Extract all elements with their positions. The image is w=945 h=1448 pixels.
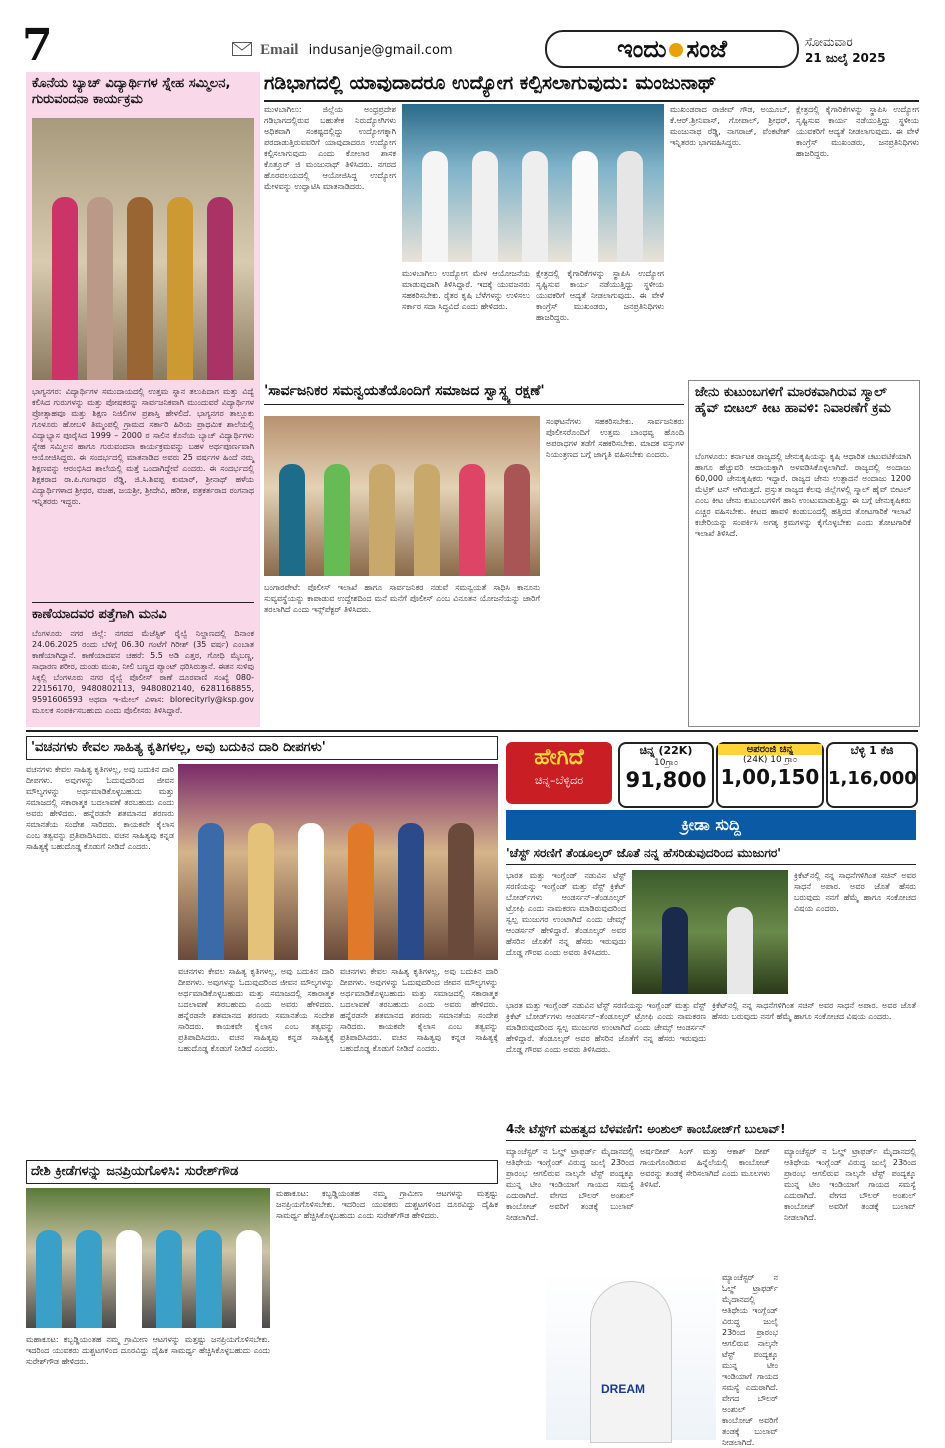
article3-photo	[402, 104, 664, 262]
gold24-unit: (24K) 10 ಗ್ರಾಂ	[743, 755, 797, 765]
jersey-text: DREAM	[601, 1382, 645, 1396]
person-figure	[298, 823, 324, 960]
article6	[26, 736, 498, 1156]
article1-photo	[32, 118, 254, 380]
person-figure	[87, 197, 113, 380]
person-figure	[522, 151, 548, 262]
person-figure	[52, 197, 78, 380]
email-address[interactable]: indusanje@gmail.com	[308, 43, 453, 58]
logo-right: ಸಂಜೆ	[686, 35, 727, 63]
article5	[688, 380, 920, 727]
article3	[264, 72, 919, 377]
person-figure	[196, 1230, 222, 1328]
article3-body-col1: ಮುಳಬಾಗಿಲು: ಜಿಲ್ಲೆಯ ಅಂಧ್ರಪ್ರದೇಶ ಗಡಿಭಾಗದಲ್ಲಿರುವ ಬಹುತೇಕ ನಿರುದ್ಯೋಗಿಗಳು ಅಧಿಕವಾಗಿ ಸಂಕಷ್ಟದಲ್ಲಿದ್ದು ಉದ್ಯೋಗಕ್ಕಾಗಿ ಪರದಾಡುತ್ತಿರುವವರಿಗೆ ಯಾವುದಾದರೂ ಉದ್ಯೋಗ ಕಲ್ಪಿಸಲಾಗುವುದು ಎಂದು ಕೋಲಾರ ಶಾಸಕ ಕೊತ್ತೂರ್ ಜಿ ಮಂಜುನಾಥ್ ತಿಳಿಸಿದರು. ನಗರದ ಹೊರವಲಯದಲ್ಲಿ ಆಯೋಜಿಸಿದ್ದ ಉದ್ಯೋಗ ಮೇಳವನ್ನು ಉದ್ಘಾಟಿಸಿ ಮಾತನಾಡಿದರು.	[264, 105, 396, 191]
envelope-icon	[232, 42, 252, 56]
sports-body2: ಮ್ಯಾಂಚೆಸ್ಟರ್ ನ ಓಲ್ಡ್ ಟ್ರಾಫರ್ಡ್ ಮೈದಾನದಲ್ಲಿ ಆತಿಥೇಯ ಇಂಗ್ಲೆಂಡ್ ವಿರುದ್ಧ ಜುಲೈ 23ರಿಂದ ಪ್ರಾರಂಭ ಆಗಲಿರುವ ನಾಲ್ಕನೇ ಟೆಸ್ಟ್ ಪಂದ್ಯಕ್ಕೂ ಮುನ್ನ ಟೀಂ ಇಂಡಿಯಾಗೆ ಗಾಯದ ಸಮಸ್ಯೆ ಎದುರಾಗಿದೆ. ವೇಗದ ಬೌಲರ್ ಅಂಶುಲ್ ಕಾಂಬೋಜ್ ಅವರಿಗೆ ತಂಡಕ್ಕೆ ಬುಲಾವ್ ನೀಡಲಾಗಿದೆ.	[506, 1147, 634, 1222]
sports-section-title: ಕ್ರೀಡಾ ಸುದ್ದಿ	[681, 815, 741, 834]
person-figure	[248, 823, 274, 960]
person-figure	[207, 197, 233, 380]
gold22-label: ಚಿನ್ನ (22K)	[639, 744, 693, 757]
gold22-box	[618, 742, 714, 808]
person-figure	[279, 464, 305, 576]
logo-left: ಇಂದು	[617, 35, 667, 63]
article2-headline: ಕಾಣೆಯಾದವರ ಪತ್ತೆಗಾಗಿ ಮನವಿ	[32, 607, 167, 622]
page-number: 7	[22, 20, 53, 71]
date: 21 ಜುಲೈ 2025	[805, 51, 886, 65]
article3-body-col4: ಮುಖಂಡರಾದ ರಾಜೀವ್ ಗೌಡ, ಅಯೂಬ್, ಕೆ.ಆರ್.ಶ್ರೀನಿವಾಸ್, ಗೋಪಾಲ್, ಶ್ರೀಧರ್, ಮಂಜುನಾಥ ರೆಡ್ಡಿ, ನಾಗರಾಜ್, ವೆಂಕಟೇಶ್ ಇನ್ನಿತರರು ಭಾಗವಹಿಸಿದ್ದರು.	[670, 105, 790, 147]
sports-body1-col2: ಕ್ರಿಕೆಟ್‌ನಲ್ಲಿ ನನ್ನ ಸಾಧನೆಗಳಿಗಿಂತ ಸಚಿನ್ ಅವರ ಸಾಧನೆ ಅಪಾರ. ಅವರ ಜೊತೆ ಹೆಸರು ಬರುವುದು ನನಗೆ ಹೆಮ್ಮೆ ಹಾಗೂ ಸಂಕೋಚದ ವಿಷಯ ಎಂದರು.	[794, 871, 916, 913]
gold24-box	[716, 742, 824, 808]
left-column	[26, 72, 260, 727]
article4-photo	[264, 416, 540, 576]
article6-body-col3: ವಚನಗಳು ಕೇವಲ ಸಾಹಿತ್ಯ ಕೃತಿಗಳಲ್ಲ, ಅವು ಬದುಕಿನ ದಾರಿ ದೀಪಗಳು. ಅವುಗಳನ್ನು ಓದುವುದರಿಂದ ಜೀವನ ಮೌಲ್ಯಗಳನ್ನು ಅರ್ಥಮಾಡಿಕೊಳ್ಳಬಹುದು ಮತ್ತು ಸಮಾಜದಲ್ಲಿ ಸಕಾರಾತ್ಮಕ ಬದಲಾವಣೆ ತರಬಹುದು ಎಂದು ಅವರು ಹೇಳಿದರು. ಹನ್ನೆರಡನೇ ಶತಮಾನದ ಶರಣರು ಸಮಾನತೆಯ ಸಂದೇಶ ಸಾರಿದರು. ಕಾಯಕವೇ ಕೈಲಾಸ ಎಂಬ ತತ್ವವನ್ನು ಪ್ರತಿಪಾದಿಸಿದರು. ವಚನ ಸಾಹಿತ್ಯವು ಕನ್ನಡ ಸಾಹಿತ್ಯಕ್ಕೆ ಬಹುದೊಡ್ಡ ಕೊಡುಗೆ ನೀಡಿದೆ ಎಂದರು.	[340, 967, 498, 1053]
person-figure	[167, 197, 193, 380]
sports-body2-col2: ಅರ್ಷದೀಪ್ ಸಿಂಗ್ ಮತ್ತು ಆಕಾಶ್ ದೀಪ್ ಗಾಯಗೊಂಡಿರುವ ಹಿನ್ನೆಲೆಯಲ್ಲಿ ಕಾಂಬೋಜ್ ಅವರನ್ನು ತಂಡಕ್ಕೆ ಸೇರಿಸಲಾಗಿದೆ ಎಂದು ಮೂಲಗಳು ತಿಳಿಸಿವೆ.	[640, 1147, 770, 1189]
article4-side: ಸಂಘಟನೆಗಳು ಸಹಕರಿಸಬೇಕು. ಸಾರ್ವಜನಿಕರು ಪೊಲೀಸರೊಂದಿಗೆ ಉತ್ತಮ ಬಾಂಧವ್ಯ ಹೊಂದಿ ಅಪರಾಧಗಳ ತಡೆಗೆ ಸಹಕರಿಸಬೇಕು. ಮಾದಕ ವಸ್ತುಗಳ ನಿಯಂತ್ರಣದ ಬಗ್ಗೆ ಜಾಗೃತಿ ವಹಿಸಬೇಕು ಎಂದರು.	[546, 417, 684, 459]
article6-headline: 'ವಚನಗಳು ಕೇವಲ ಸಾಹಿತ್ಯ ಕೃತಿಗಳಲ್ಲ, ಅವು ಬದುಕಿನ ದಾರಿ ದೀಪಗಳು'	[26, 736, 498, 760]
article4	[264, 380, 684, 725]
person-figure	[156, 1230, 182, 1328]
price-banner-title: ಹೇಗಿದೆ	[534, 745, 584, 770]
person-figure	[414, 464, 440, 576]
person-figure	[324, 464, 350, 576]
article6-photo	[178, 764, 498, 960]
gold24-value: 1,00,150	[720, 765, 820, 789]
person-figure	[448, 823, 474, 960]
article6-body-col1: ವಚನಗಳು ಕೇವಲ ಸಾಹಿತ್ಯ ಕೃತಿಗಳಲ್ಲ, ಅವು ಬದುಕಿನ ದಾರಿ ದೀಪಗಳು. ಅವುಗಳನ್ನು ಓದುವುದರಿಂದ ಜೀವನ ಮೌಲ್ಯಗಳನ್ನು ಅರ್ಥಮಾಡಿಕೊಳ್ಳಬಹುದು ಮತ್ತು ಸಮಾಜದಲ್ಲಿ ಸಕಾರಾತ್ಮಕ ಬದಲಾವಣೆ ತರಬಹುದು ಎಂದು ಅವರು ಹೇಳಿದರು. ಹನ್ನೆರಡನೇ ಶತಮಾನದ ಶರಣರು ಸಮಾನತೆಯ ಸಂದೇಶ ಸಾರಿದರು. ಕಾಯಕವೇ ಕೈಲಾಸ ಎಂಬ ತತ್ವವನ್ನು ಪ್ರತಿಪಾದಿಸಿದರು. ವಚನ ಸಾಹಿತ್ಯವು ಕನ್ನಡ ಸಾಹಿತ್ಯಕ್ಕೆ ಬಹುದೊಡ್ಡ ಕೊಡುಗೆ ನೀಡಿದೆ ಎಂದರು.	[26, 765, 174, 851]
email-label: Email	[260, 42, 299, 58]
person-figure	[422, 151, 448, 262]
sports-body1: ಭಾರತ ಮತ್ತು ಇಂಗ್ಲೆಂಡ್ ನಡುವಿನ ಟೆಸ್ಟ್ ಸರಣಿಯನ್ನು ಇಂಗ್ಲೆಂಡ್ ಮತ್ತು ವೆಸ್ಟ್ ಕ್ರಿಕೆಟ್ ಬೋರ್ಡ್‌ಗಳು ಆಂಡರ್ಸನ್–ತೆಂಡೂಲ್ಕರ್ ಟ್ರೋಫಿ ಎಂದು ನಾಮಕರಣ ಮಾಡಿರುವುದರಿಂದ ಸ್ವಲ್ಪ ಮುಜುಗರ ಉಂಟಾಗಿದೆ ಎಂದು ಜೇಮ್ಸ್ ಆಂಡರ್ಸನ್ ಹೇಳಿದ್ದಾರೆ. ತೆಂಡೂಲ್ಕರ್ ಅವರ ಹೆಸರಿನ ಜೊತೆಗೆ ನನ್ನ ಹೆಸರು ಇರುವುದು ದೊಡ್ಡ ಗೌರವ ಎಂದು ಅವರು ತಿಳಿಸಿದರು.	[506, 871, 626, 957]
silver-box	[826, 742, 918, 808]
article7-body-col2: ಮಹಾಕೂಟ: ಕಬ್ಬಡ್ಡಿಯಂತಹ ನಮ್ಮ ಗ್ರಾಮೀಣ ಆಟಗಳನ್ನು ಮತ್ತಷ್ಟು ಜನಪ್ರಿಯಗೊಳಿಸಬೇಕು. ಇದರಿಂದ ಯುವಕರು ದುಶ್ಚಟಗಳಿಂದ ದೂರವಿದ್ದು ದೈಹಿಕ ಸಾಮರ್ಥ್ಯ ಹೆಚ್ಚಿಸಿಕೊಳ್ಳಬಹುದು ಎಂದು ಸುರೇಶ್‌ಗೌಡ ಹೇಳಿದರು.	[276, 1189, 498, 1220]
person-figure	[76, 1230, 102, 1328]
silver-value: 1,16,000	[828, 768, 917, 789]
gold22-value: 91,800	[625, 768, 707, 792]
person-figure	[127, 197, 153, 380]
sports-headline1: 'ಚೆಸ್ಟ್ ಸರಣಿಗೆ ತೆಂಡೂಲ್ಕರ್ ಜೊತೆ ನನ್ನ ಹೆಸರಿಡುವುದರಿಂದ ಮುಜುಗರ'	[506, 846, 916, 865]
person-figure	[472, 151, 498, 262]
article4-headline: 'ಸಾರ್ವಜನಿಕರ ಸಮನ್ವಯತೆಯೊಂದಿಗೆ ಸಮಾಜದ ಸ್ವಾಸ್ಥ್ಯ ರಕ್ಷಣೆ'	[264, 380, 684, 405]
price-banner	[506, 742, 612, 804]
person-figure	[617, 151, 643, 262]
weekday: ಸೋಮವಾರ	[805, 35, 853, 49]
article1-body: ಭಾಗ್ಯನಗರ: ವಿದ್ಯಾರ್ಥಿಗಳ ಸಮುದಾಯದಲ್ಲಿ ಉತ್ತಮ ಸ್ನಾನ ತಲುಪಿದಾಗ ಮತ್ತು ವಿದ್ಯೆ ಕಲಿಸಿದ ಗುರುಗಳನ್ನು ಮತ್ತು ಪೋಷಕರನ್ನು ಸಾರ್ವಜನಿಕವಾಗಿ ಮುಂದುವರೆ ವಿದ್ಯಾರ್ಥಿಗಳ ಪ್ರೋತ್ಸಾಹವೂ ಮತ್ತು ಶಿಕ್ಷಣ ನಿಜಿಲಿಗಳ ಪ್ರಶಾಸ್ತಿ ಹೇಳಲಿದೆ. ಭಾಗ್ಯನಗರ ತಾಲ್ಲೂಕು ಗೂಳೂರು ಹೋಬಳಿ ತಿಮ್ಮಂಪಲ್ಲಿ ಗ್ರಾಮದ ಸರ್ಕಾರಿ ಹಿರಿಯ ಪ್ರಾಥಮಿಕ ಶಾಲೆಯಲ್ಲಿ ವಿದ್ಯಾಭ್ಯಾಸ ಪೂರೈಸಿದ 1999 – 2000 ರ ಸಾಲಿನ ಕೊನೆಯ ಬ್ಯಾಚ್ ವಿದ್ಯಾರ್ಥಿಗಳು ಸ್ನೇಹ ಸಮ್ಮಿಲನ ಹಾಗೂ ಗುರುವಂದನಾ ಕಾರ್ಯಕ್ರಮವನ್ನು ಬಹಳ ಅರ್ಥಪೂರ್ಣವಾಗಿ ಆಯೋಜಿಸಿದ್ದರು. ಈ ಸಂದರ್ಭದಲ್ಲಿ ಮಾತನಾಡಿದ ಅವರು 25 ವರ್ಷಗಳ ಹಿಂದೆ ನಮ್ಮ ಶಿಕ್ಷಣವನ್ನು ಆರಂಭಿಸಿದ ಶಾಲೆಯಲ್ಲಿ ಮತ್ತೆ ಒಂದಾಗಿದ್ದೇವೆ ಎಂದರು. ಈ ಸಂದರ್ಭದಲ್ಲಿ ಶಿಕ್ಷಕರಾದ ರಾ.ಪಿ.ಗಂಗಾಧರ ರೆಡ್ಡಿ, ಜಿ.ಸಿ.ಶಿವಪ್ಪ ಕುಮಾರ್, ಶ್ರೀನಾಥ್ ಹಳೆಯ ವಿದ್ಯಾರ್ಥಿಗಳಾದ ಶ್ರೀಧರ, ವಜಹ, ಜಯಶ್ರೀ, ಶ್ರೀದೇವಿ, ಹರೀಶ, ಪತ್ರಕರ್ತರಾದ ರಂಗನಾಥ ಇನ್ನಿತರರು ಇದ್ದರು.	[32, 387, 254, 506]
person-figure	[459, 464, 485, 576]
article3-body-col3: ಕ್ಷೇತ್ರದಲ್ಲಿ ಕೈಗಾರಿಕೆಗಳನ್ನು ಸ್ಥಾಪಿಸಿ ಉದ್ಯೋಗ ಸೃಷ್ಟಿಸುವ ಕಾರ್ಯ ನಡೆಯುತ್ತಿದ್ದು ಸ್ಥಳೀಯ ಯುವಕರಿಗೆ ಆದ್ಯತೆ ನೀಡಲಾಗುವುದು. ಈ ವೇಳೆ ಕಾಂಗ್ರೆಸ್ ಮುಖಂಡರು, ಜನಪ್ರತಿನಿಧಿಗಳು ಹಾಜರಿದ್ದರು.	[536, 269, 664, 322]
sports-body1-col4: ಕ್ರಿಕೆಟ್‌ನಲ್ಲಿ ನನ್ನ ಸಾಧನೆಗಳಿಗಿಂತ ಸಚಿನ್ ಅವರ ಸಾಧನೆ ಅಪಾರ. ಅವರ ಜೊತೆ ಹೆಸರು ಬರುವುದು ನನಗೆ ಹೆಮ್ಮೆ ಹಾಗೂ ಸಂಕೋಚದ ವಿಷಯ ಎಂದರು.	[712, 1001, 916, 1021]
sports-body1-col3: ಭಾರತ ಮತ್ತು ಇಂಗ್ಲೆಂಡ್ ನಡುವಿನ ಟೆಸ್ಟ್ ಸರಣಿಯನ್ನು ಇಂಗ್ಲೆಂಡ್ ಮತ್ತು ವೆಸ್ಟ್ ಕ್ರಿಕೆಟ್ ಬೋರ್ಡ್‌ಗಳು ಆಂಡರ್ಸನ್–ತೆಂಡೂಲ್ಕರ್ ಟ್ರೋಫಿ ಎಂದು ನಾಮಕರಣ ಮಾಡಿರುವುದರಿಂದ ಸ್ವಲ್ಪ ಮುಜುಗರ ಉಂಟಾಗಿದೆ ಎಂದು ಜೇಮ್ಸ್ ಆಂಡರ್ಸನ್ ಹೇಳಿದ್ದಾರೆ. ತೆಂಡೂಲ್ಕರ್ ಅವರ ಹೆಸರಿನ ಜೊತೆಗೆ ನನ್ನ ಹೆಸರು ಇರುವುದು ದೊಡ್ಡ ಗೌರವ ಎಂದು ಅವರು ತಿಳಿಸಿದರು.	[506, 1001, 706, 1054]
dateline	[805, 34, 886, 66]
person-figure	[572, 151, 598, 262]
person-figure	[348, 823, 374, 960]
gold24-label: ಅಪರಂಜಿ ಚಿನ್ನ	[718, 744, 822, 755]
gold22-unit: 10ಗ್ರಾಂ	[654, 758, 678, 768]
article7	[26, 1160, 498, 1442]
person-figure	[398, 823, 424, 960]
sports-article1	[506, 846, 916, 1116]
sports-body2-col3: ಮ್ಯಾಂಚೆಸ್ಟರ್ ನ ಓಲ್ಡ್ ಟ್ರಾಫರ್ಡ್ ಮೈದಾನದಲ್ಲಿ ಆತಿಥೇಯ ಇಂಗ್ಲೆಂಡ್ ವಿರುದ್ಧ ಜುಲೈ 23ರಿಂದ ಪ್ರಾರಂಭ ಆಗಲಿರುವ ನಾಲ್ಕನೇ ಟೆಸ್ಟ್ ಪಂದ್ಯಕ್ಕೂ ಮುನ್ನ ಟೀಂ ಇಂಡಿಯಾಗೆ ಗಾಯದ ಸಮಸ್ಯೆ ಎದುರಾಗಿದೆ. ವೇಗದ ಬೌಲರ್ ಅಂಶುಲ್ ಕಾಂಬೋಜ್ ಅವರಿಗೆ ತಂಡಕ್ಕೆ ಬುಲಾವ್ ನೀಡಲಾಗಿದೆ.	[722, 1273, 778, 1447]
person-figure	[198, 823, 224, 960]
article3-body-col2: ಮುಳಬಾಗಿಲು ಉದ್ಯೋಗ ಮೇಳ ಆಯೋಜನೆಯ ಮಾಡುವುದಾಗಿ ತಿಳಿಸಿದ್ದಾರೆ. ಇದಕ್ಕೆ ಯುವಜನರು ಸಹಕರಿಸಬೇಕು. ರೈತರ ಕೃಷಿ ಬೆಳೆಗಳನ್ನು ಉಳಿಸಲು ಸರ್ಕಾರ ಸದಾ ಸಿದ್ಧವಿದೆ ಎಂದು ಹೇಳಿದರು.	[402, 269, 530, 311]
person-figure	[116, 1230, 142, 1328]
sports-article2	[506, 1122, 916, 1447]
person-figure	[504, 464, 530, 576]
article4-body: ಬಂಗಾರಪೇಟೆ: ಪೊಲೀಸ್ ಇಲಾಖೆ ಹಾಗೂ ಸಾರ್ವಜನಿಕರ ನಡುವೆ ಸಮನ್ವಯತೆ ಸಾಧಿಸಿ ಕಾನೂನು ಸುವ್ಯವಸ್ಥೆಯನ್ನು ಕಾಪಾಡುವ ಉದ್ದೇಶದಿಂದ ಮನೆ ಮನೆಗೆ ಪೊಲೀಸ್ ಎಂಬ ವಿನೂತನ ಯೋಜನೆಯನ್ನು ಜಾರಿಗೆ ತರಲಾಗಿದೆ ಎಂದು ಇನ್ಸ್‌ಪೆಕ್ಟರ್ ತಿಳಿಸಿದರು.	[264, 583, 540, 614]
article1-headline: ಕೊನೆಯ ಬ್ಯಾಚ್ ವಿದ್ಯಾರ್ಥಿಗಳ ಸ್ನೇಹ ಸಮ್ಮಿಲನ, ಗುರುವಂದನಾ ಕಾರ್ಯಕ್ರಮ	[32, 76, 231, 108]
article5-headline: ಜೇನು ಕುಟುಂಬಗಳಿಗೆ ಮಾರಕವಾಗಿರುವ ಸ್ಮಾಲ್ ಹೈವ್ ಬೀಟಲ್ ಕೀಟ ಹಾವಳಿ: ನಿವಾರಣೆಗೆ ಕ್ರಮ	[695, 385, 891, 417]
person-figure	[369, 464, 395, 576]
sun-icon	[669, 43, 683, 57]
sports-photo2	[546, 1272, 716, 1440]
article7-photo	[26, 1188, 270, 1328]
sports-photo1	[632, 870, 788, 994]
price-banner-subtitle: ಚಿನ್ನ–ಬೆಳ್ಳಿದರ	[534, 774, 584, 787]
person-figure	[662, 907, 688, 994]
article2-body: ಬೆಂಗಳೂರು ನಗರ ಜಿಲ್ಲೆ: ನಗರದ ಮೆಜೆಸ್ಟಿಕ್ ರೈಲ್ವೆ ನಿಲ್ದಾಣದಲ್ಲಿ ದಿನಾಂಕ 24.06.2025 ರಂದು ಬೆಳಿಗ್ಗೆ 06.30 ಗಂಟೆಗೆ ಗಿರೀಶ್ (35 ವರ್ಷ) ಎಂಬಾತ ಕಾಣೆಯಾಗಿದ್ದಾನೆ. ಕಾಣೆಯಾದವನ ಚಹರೆ: 5.5 ಅಡಿ ಎತ್ತರ, ಗೋಧಿ ಮೈಬಣ್ಣ, ಸಾಧಾರಣ ಶರೀರ, ದುಂಡು ಮುಖ, ನೀಲಿ ಬಣ್ಣದ ಪ್ಯಾಂಟ್ ಧರಿಸಿರುತ್ತಾನೆ. ಈತನ ಸುಳಿವು ಸಿಕ್ಕಲ್ಲಿ ಬೆಂಗಳೂರು ನಗರ ರೈಲ್ವೆ ಪೊಲೀಸ್ ಠಾಣೆ ದೂರವಾಣಿ ಸಂಖ್ಯೆ 080-22156170, 9480802113, 9480802140, 6281168855, 9591606593 ಅಥವಾ ಇ-ಮೇಲ್ ವಿಳಾಸ: blorecityrly@ksp.gov ಮೂಲಕ ಸಂಪರ್ಕಿಸಬಹುದು ಎಂದು ಪೊಲೀಸರು ತಿಳಿಸಿದ್ದಾರೆ.	[32, 629, 254, 715]
article7-body: ಮಹಾಕೂಟ: ಕಬ್ಬಡ್ಡಿಯಂತಹ ನಮ್ಮ ಗ್ರಾಮೀಣ ಆಟಗಳನ್ನು ಮತ್ತಷ್ಟು ಜನಪ್ರಿಯಗೊಳಿಸಬೇಕು. ಇದರಿಂದ ಯುವಕರು ದುಶ್ಚಟಗಳಿಂದ ದೂರವಿದ್ದು ದೈಹಿಕ ಸಾಮರ್ಥ್ಯ ಹೆಚ್ಚಿಸಿಕೊಳ್ಳಬಹುದು ಎಂದು ಸುರೇಶ್‌ಗೌಡ ಹೇಳಿದರು.	[26, 1335, 270, 1366]
paper-logo	[545, 30, 799, 68]
person-figure	[236, 1230, 262, 1328]
email-line	[232, 42, 453, 59]
sports-headline2: 4ನೇ ಟೆಸ್ಟ್‌ಗೆ ಮಹತ್ವದ ಬೆಳವಣಿಗೆ: ಅಂಶುಲ್ ಕಾಂಬೋಜ್‌ಗೆ ಬುಲಾವ್!	[506, 1122, 916, 1141]
sports-section-header	[506, 810, 916, 840]
masthead	[0, 0, 945, 70]
silver-label: ಬೆಳ್ಳಿ 1 ಕೆಜಿ	[850, 744, 894, 757]
article3-headline: ಗಡಿಭಾಗದಲ್ಲಿ ಯಾವುದಾದರೂ ಉದ್ಯೋಗ ಕಲ್ಪಿಸಲಾಗುವುದು: ಮಂಜುನಾಥ್	[264, 72, 919, 102]
person-figure	[727, 907, 753, 994]
article5-body: ಬೆಂಗಳೂರು: ಕರ್ನಾಟಕ ರಾಜ್ಯದಲ್ಲಿ ಜೇನುಕೃಷಿಯನ್ನು ಕೃಷಿ ಆಧಾರಿತ ಚಟುವಟಿಕೆಯಾಗಿ ಹಾಗೂ ಹೆಚ್ಚುವರಿ ಆದಾಯಕ್ಕಾಗಿ ಅಳವಡಿಸಿಕೊಳ್ಳಲಾಗಿದೆ. ರಾಜ್ಯದಲ್ಲಿ ಅಂದಾಜು 60,000 ಜೇನುಕೃಷಿಕರು ಇದ್ದಾರೆ. ರಾಜ್ಯದ ಜೇನು ಉತ್ಪಾದನೆ ಅಂದಾಜು 1200 ಮೆಟ್ರಿಕ್ ಟನ್ ಆಗಿರುತ್ತದೆ. ಪ್ರಸ್ತುತ ರಾಜ್ಯದ ಕೆಲವು ಜಿಲ್ಲೆಗಳಲ್ಲಿ ಸ್ಮಾಲ್ ಹೈವ್ ಬೀಟಲ್ ಎಂಬ ಕೀಟ ಜೇನು ಕುಟುಂಬಗಳಿಗೆ ಹಾನಿ ಉಂಟುಮಾಡುತ್ತಿದ್ದು ಈ ಬಗ್ಗೆ ಜೇನುಕೃಷಿಕರು ಎಚ್ಚರ ವಹಿಸಬೇಕು. ಕೀಟದ ಹಾವಳಿ ಕಂಡುಬಂದಲ್ಲಿ ಹತ್ತಿರದ ತೋಟಗಾರಿಕೆ ಇಲಾಖೆ ಕಚೇರಿಯನ್ನು ಸಂಪರ್ಕಿಸಿ ಅಗತ್ಯ ಕ್ರಮಗಳನ್ನು ಕೈಗೊಳ್ಳಬೇಕು ಎಂದು ತೋಟಗಾರಿಕೆ ಇಲಾಖೆ ತಿಳಿಸಿದೆ.	[695, 452, 911, 538]
player-figure	[591, 1282, 671, 1442]
article7-headline: ದೇಶಿ ಕ್ರೀಡೆಗಳನ್ನು ಜನಪ್ರಿಯಗೊಳಿಸಿ: ಸುರೇಶ್‌ಗೌಡ	[26, 1160, 498, 1184]
article6-body-col2: ವಚನಗಳು ಕೇವಲ ಸಾಹಿತ್ಯ ಕೃತಿಗಳಲ್ಲ, ಅವು ಬದುಕಿನ ದಾರಿ ದೀಪಗಳು. ಅವುಗಳನ್ನು ಓದುವುದರಿಂದ ಜೀವನ ಮೌಲ್ಯಗಳನ್ನು ಅರ್ಥಮಾಡಿಕೊಳ್ಳಬಹುದು ಮತ್ತು ಸಮಾಜದಲ್ಲಿ ಸಕಾರಾತ್ಮಕ ಬದಲಾವಣೆ ತರಬಹುದು ಎಂದು ಅವರು ಹೇಳಿದರು. ಹನ್ನೆರಡನೇ ಶತಮಾನದ ಶರಣರು ಸಮಾನತೆಯ ಸಂದೇಶ ಸಾರಿದರು. ಕಾಯಕವೇ ಕೈಲಾಸ ಎಂಬ ತತ್ವವನ್ನು ಪ್ರತಿಪಾದಿಸಿದರು. ವಚನ ಸಾಹಿತ್ಯವು ಕನ್ನಡ ಸಾಹಿತ್ಯಕ್ಕೆ ಬಹುದೊಡ್ಡ ಕೊಡುಗೆ ನೀಡಿದೆ ಎಂದರು.	[178, 967, 334, 1053]
article3-body-col5: ಕ್ಷೇತ್ರದಲ್ಲಿ ಕೈಗಾರಿಕೆಗಳನ್ನು ಸ್ಥಾಪಿಸಿ ಉದ್ಯೋಗ ಸೃಷ್ಟಿಸುವ ಕಾರ್ಯ ನಡೆಯುತ್ತಿದ್ದು ಸ್ಥಳೀಯ ಯುವಕರಿಗೆ ಆದ್ಯತೆ ನೀಡಲಾಗುವುದು. ಈ ವೇಳೆ ಕಾಂಗ್ರೆಸ್ ಮುಖಂಡರು, ಜನಪ್ರತಿನಿಧಿಗಳು ಹಾಜರಿದ್ದರು.	[796, 105, 919, 158]
sports-body2-col4: ಮ್ಯಾಂಚೆಸ್ಟರ್ ನ ಓಲ್ಡ್ ಟ್ರಾಫರ್ಡ್ ಮೈದಾನದಲ್ಲಿ ಆತಿಥೇಯ ಇಂಗ್ಲೆಂಡ್ ವಿರುದ್ಧ ಜುಲೈ 23ರಿಂದ ಪ್ರಾರಂಭ ಆಗಲಿರುವ ನಾಲ್ಕನೇ ಟೆಸ್ಟ್ ಪಂದ್ಯಕ್ಕೂ ಮುನ್ನ ಟೀಂ ಇಂಡಿಯಾಗೆ ಗಾಯದ ಸಮಸ್ಯೆ ಎದುರಾಗಿದೆ. ವೇಗದ ಬೌಲರ್ ಅಂಶುಲ್ ಕಾಂಬೋಜ್ ಅವರಿಗೆ ತಂಡಕ್ಕೆ ಬುಲಾವ್ ನೀಡಲಾಗಿದೆ.	[784, 1147, 916, 1222]
person-figure	[36, 1230, 62, 1328]
